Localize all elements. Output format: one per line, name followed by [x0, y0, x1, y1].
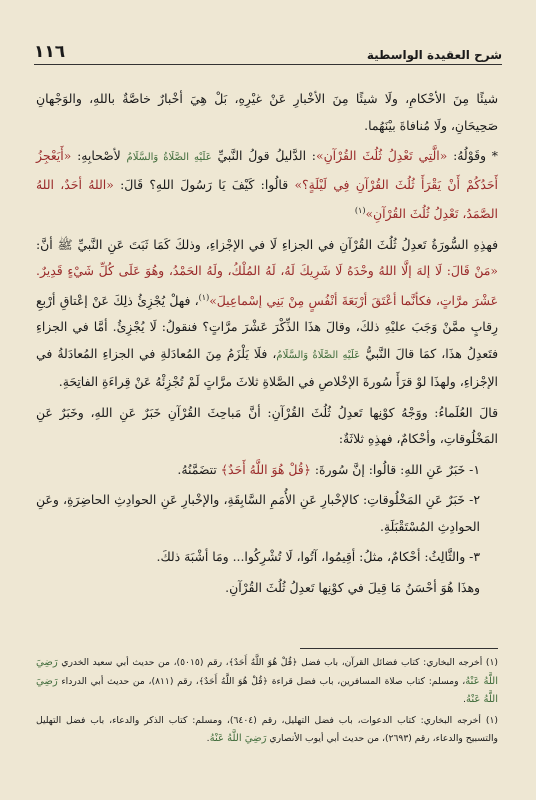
- footnote-divider: [300, 648, 498, 649]
- page-header: [34, 38, 502, 62]
- paragraph-text: ، فهلْ يُجْزِئُ ذلِكَ عَنْ إعْتاقِ أرْبعِ رِقابٍ ممَّنْ وَجَبَ عليْهِ ذلكَ، وقالَ هذَا الذِّكْرَ عَشْرَ مرَّاتٍ؟ فنقولُ: لَا يُجْزِئُ. أمَّا في الجزاءِ فتَعدِلُ هذَا، كمَا قالَ النَّبيُّ: [36, 292, 498, 361]
- honorific: عَلَيْهِ الصَّلَاةُ وَالسَّلَامُ: [276, 349, 361, 361]
- honorific: رَضِيَ اللَّهُ عَنْهُ: [36, 657, 498, 687]
- quran-quote: ﴿قُلْ هُوَ اللَّهُ أَحَدٌ﴾: [228, 657, 298, 668]
- footnote-text: ، رقم (٨١١)، من حديث أبي الدرداء: [57, 675, 199, 687]
- paragraph-1: شيئًا مِنَ الأحْكامِ، ولَا شيئًا مِنَ الأخْبارِ عَنْ غيْرِهِ، بَلْ هِيَ أخْبارٌ خاصَّةٌ باللهِ، والوَجْهانِ صَحِيحَانِ، ولَا مُنافاةَ بيْنَهُما.: [36, 91, 498, 133]
- footnote-text: ، ومسلم: كتاب صلاة المسافرين، باب فضل قراءة: [267, 675, 466, 687]
- main-text: [36, 86, 498, 605]
- list-item-2: ٢- خَبَرٌ عَنِ المَخْلُوقاتِ: كالإخْبارِ عَنِ الأُمَمِ السَّابِقَةِ، والإخْبارِ عَنِ الحوادِثِ الحاضِرَةِ، وعَنِ الحوادِثِ المُسْتَقْبَلَةِ.: [36, 492, 480, 534]
- paragraph-text: ، فلَا يَلْزَمُ مِنَ المُعادَلةِ في الجزاءِ المُعادَلةُ في الإجْزاءِ، ولهذَا لوْ قرَأَ سُورةَ الإخْلاصِ في الصَّلاةِ ثلاثَ مرَّاتٍ لَمْ تُجْزِئْهُ عَنْ قِراءَةِ الفاتِحَةِ.: [36, 345, 498, 390]
- honorific: رَضِيَ اللَّهُ عَنْهُ: [36, 675, 498, 705]
- paragraph-text: قالُوا: كَيْفَ يَا رَسُولَ اللهِ؟ قَالَ:: [113, 176, 295, 192]
- footnote-1: [36, 654, 498, 710]
- footnote-text: ، رقم (٥٠١٥)، من حديث أبي سعيد الخدري: [57, 657, 229, 668]
- quran-quote: ﴿قُلْ هُوَ اللَّهُ أَحَدٌ﴾: [198, 675, 268, 687]
- paragraph-text: فهذِهِ السُّورَةُ تَعدِلُ ثُلُثَ القُرْآنِ في الجزاءِ لَا في الإجْزاءِ، وذلكَ كَمَا ثَبَتَ عَنِ النَّبيِّ ﷺ أنَّ:: [36, 236, 498, 252]
- honorific: رَضِيَ اللَّهُ عَنْهُ: [209, 733, 267, 744]
- list-text: تتضَمَّنُهُ.: [177, 461, 221, 477]
- hadith-quote: «أَيَعْجِزُ أَحَدُكُمْ أَنْ يَقْرَأَ ثُلُثَ القُرْآنِ فِي لَيْلَةٍ؟»: [36, 148, 498, 192]
- footnote-text: (١) أخرجه البخاري: كتاب فضائل القرآن، باب فضل: [297, 657, 499, 668]
- footnote-text: .: [206, 733, 210, 744]
- footnote-ref: (١): [198, 292, 210, 302]
- footnote-2: [36, 712, 498, 749]
- honorific: عَلَيْهِ الصَّلَاةُ وَالسَّلَامُ: [126, 152, 212, 163]
- paragraph-3: [36, 232, 498, 396]
- list-item-1: [36, 457, 498, 484]
- footnote-text: .: [463, 694, 466, 705]
- quran-quote: ﴿قُلْ هُوَ اللَّهُ أَحَدٌ﴾: [220, 461, 311, 477]
- header-divider: [34, 64, 502, 65]
- paragraph-text: لأصْحابِهِ:: [71, 148, 127, 163]
- section-marker: * وقَوْلُهُ:: [447, 148, 499, 163]
- hadith-quote: «مَنْ قَالَ: لَا إلهَ إلَّا اللهُ وحْدَهُ لَا شَرِيكَ لَهُ، لَهُ المُلْكُ، ولَهُ الحَمْدُ، وهُوَ عَلَى كُلِّ شَيْءٍ قَدِيرٌ. عَشْرَ مرَّاتٍ، فكأنَّما أعْتَقَ أرْبَعَةَ أنْفُسٍ مِنْ بَنِي إسْماعِيلَ»: [36, 263, 499, 308]
- book-title: شرح العقيدة الواسطية: [366, 48, 502, 62]
- hadith-quote: «اللهُ أحَدٌ، اللهُ الصَّمَدُ، تَعْدِلُ ثُلُثَ القُرْآنِ»: [36, 176, 498, 222]
- list-text: ١- خَبَرٌ عَنِ اللهِ: قالُوا: إنَّ سُورةَ:: [310, 461, 480, 477]
- closing-sentence: وهذَا هُوَ أحْسَنُ مَا قِيلَ في كوْنِها تَعدِلُ ثُلُثَ القُرْآنِ.: [225, 579, 480, 595]
- list-item-3: ٣- والثَّالِثُ: أحْكامٌ، مثلُ: أقِيمُوا، آتُوا، لَا تُشْرِكُوا... ومَا أشْبَهَ ذلكَ.: [156, 549, 480, 565]
- paragraph-4: قالَ العُلَماءُ: ووَجْهُ كوْنِها تَعدِلُ ثُلُثَ القُرْآنِ: أنَّ مَباحِثَ القُرْآنِ خَبَرٌ عَنِ اللهِ، وخَبَرٌ عَنِ المَخْلُوقاتِ، وأحْكامٌ، فهذِهِ ثلاثَةٌ:: [36, 404, 498, 447]
- paragraph-text: : الدَّليلُ قولُ النَّبيِّ: [211, 148, 316, 163]
- paragraph-2: [36, 143, 498, 228]
- quoted-phrase: «الَّتِي تَعْدِلُ ثُلُثَ القُرْآنِ»: [315, 148, 448, 163]
- footnotes: [36, 654, 498, 751]
- footnote-text: (١) أخرجه البخاري: كتاب الدعوات، باب فضل التهليل، رقم (٦٤٠٤)، ومسلم: كتاب الذكر والدعاء، باب فضل التهليل والتسبيح والدعاء، رقم (٢٦٩٣)، من حديث أبي أيوب الأنصاري: [36, 714, 498, 744]
- footnote-ref: (١): [354, 206, 366, 215]
- page-number: ١١٦: [34, 42, 66, 62]
